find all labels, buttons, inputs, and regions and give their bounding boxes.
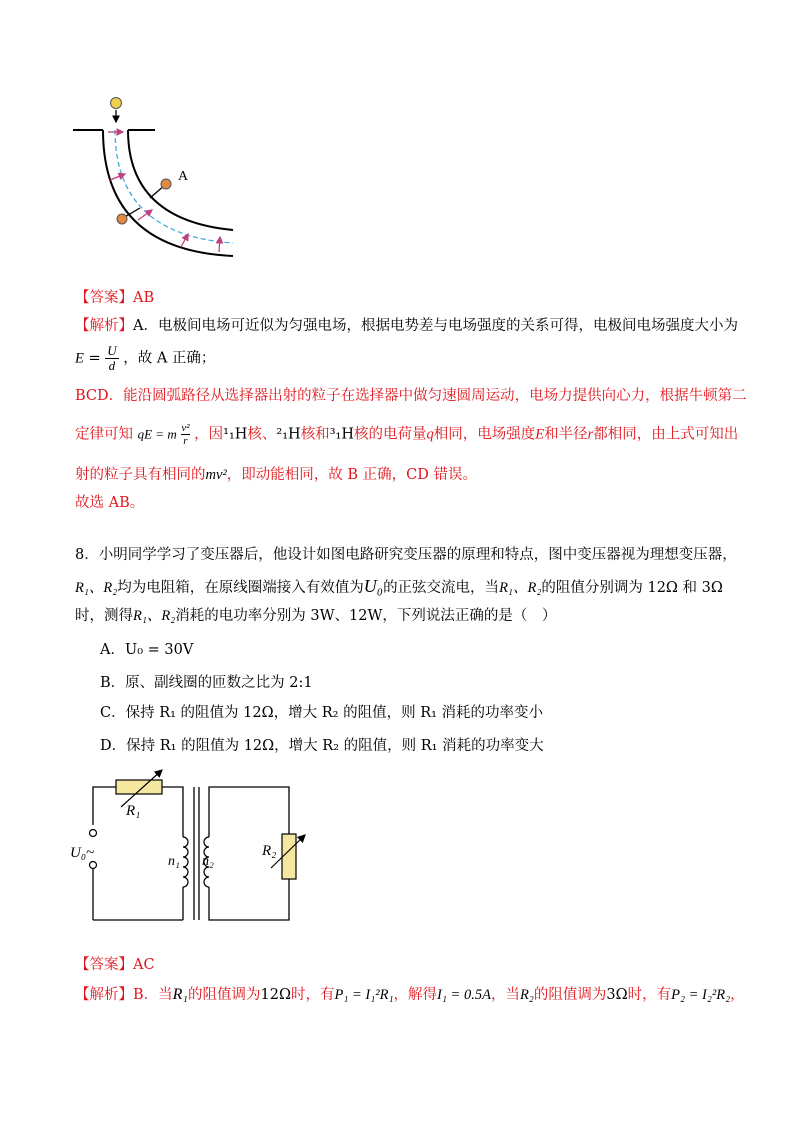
n2-label: n₂ (202, 854, 214, 869)
R2-resistor (282, 834, 296, 879)
particle-path (115, 130, 233, 243)
primary-coil (183, 837, 188, 887)
transformer-circuit (66, 765, 306, 925)
q7-analysis-line1: 【解析】A．电极间电场可近似为匀强电场，根据电势差与电场强度的关系可得，电极间电场强度大小为 (75, 318, 738, 334)
q8-stem-line2: R₁、R₂均为电阻箱，在原线圈端接入有效值为U₀的正弦交流电，当R₁、R₂的阻值分别调为 12Ω 和 3Ω (75, 576, 723, 596)
selector-figure (68, 90, 248, 265)
U0-label: U₀~ (70, 845, 95, 861)
q7-eq1: E = $\frac{U}{d}$ ，故 A 正确； (75, 343, 216, 373)
outer-electrode (103, 130, 233, 256)
q7-bcd-line3: 射的粒子具有相同的mv²，即动能相同，故 B 正确，CD 错误。 (75, 467, 477, 483)
q8-analysis-line1: 【解析】B．当R₁的阻值调为12Ω时，有P₁ = I₁²R₁，解得I₁ = 0.5A，当R₂的阻值调为3Ω时，有P₂ = I₂²R₂， (75, 986, 745, 1003)
q8-stem-line3: 时，测得R₁、R₂消耗的电功率分别为 3W、12W，下列说法正确的是（ ） (75, 608, 557, 624)
q7-conclusion: 故选 AB。 (75, 495, 145, 511)
option-C[interactable]: C．保持 R₁ 的阻值为 12Ω，增大 R₂ 的阻值，则 R₁ 消耗的功率变小 (100, 705, 544, 721)
R2-label: R₂ (262, 843, 277, 859)
q7-bcd-line1: BCD．能沿圆弧路径从选择器出射的粒子在选择器中做匀速圆周运动，电场力提供向心力，根据牛顿第二 (75, 388, 747, 404)
terminal-A (161, 179, 171, 189)
incident-particle (111, 98, 122, 109)
R1-resistor (116, 780, 162, 794)
label-A: A (178, 169, 189, 184)
terminal-B (117, 214, 127, 224)
R1-label: R₁ (126, 803, 141, 819)
option-B[interactable]: B．原、副线圈的匝数之比为 2:1 (100, 675, 313, 691)
option-A[interactable]: A．U₀ = 30V (100, 642, 194, 658)
q7-bcd-line2: 定律可知 qE = m $\frac{\text{v²}}{r}$ ，因¹₁H核、²₁H核和³₁H核的电荷量q相同，电场强度E和半径r都相同，由上式可知出 (75, 422, 739, 447)
n1-label: n₁ (168, 854, 180, 869)
q7-answer: 【答案】AB (75, 290, 155, 306)
q8-answer: 【答案】AC (75, 957, 155, 973)
option-D[interactable]: D．保持 R₁ 的阻值为 12Ω，增大 R₂ 的阻值，则 R₁ 消耗的功率变大 (100, 738, 544, 754)
q8-stem-line1: 8．小明同学学习了变压器后，他设计如图电路研究变压器的原理和特点，图中变压器视为理想变压器， (75, 547, 737, 563)
